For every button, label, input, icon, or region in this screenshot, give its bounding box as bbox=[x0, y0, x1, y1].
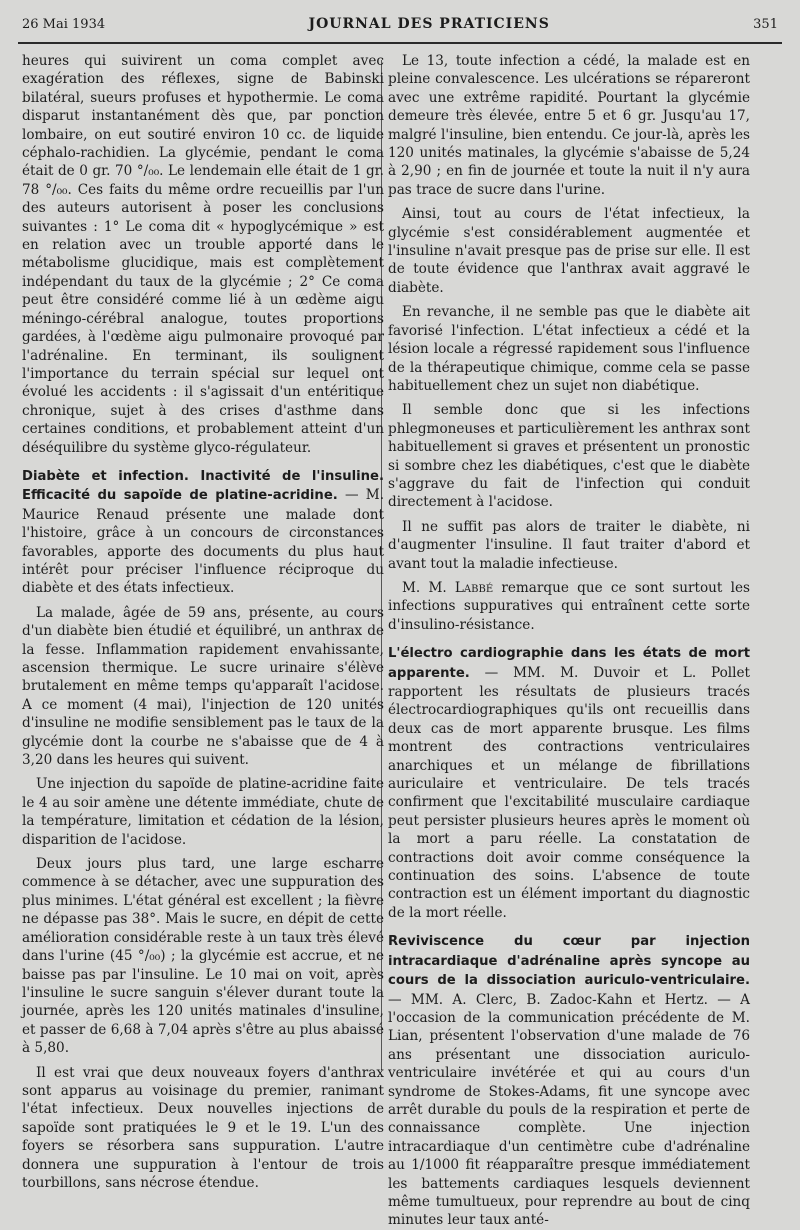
section-text: présente une malade dont l'histoire, grâce à un concours de circonstances favorables, apporte des documents du plus haut intérêt pour préciser l'influence réciproque du diabète et des états infectieux. bbox=[22, 506, 384, 597]
left-column bbox=[22, 52, 385, 1191]
paragraph: heures qui suivirent un coma complet avec exagération des réflexes, signe de Babinski bilatéral, sueurs profuses et hypothermie. Le coma disparut instantanément dès que, par ponction lombaire, on eut soutiré environ 10 cc. de liquide céphalo-rachidien. La glycémie, pendant le coma était de 0 gr. 70 °/₀₀. Le lendemain elle était de 1 gr. 78 °/₀₀. Ces faits du même ordre recueillis par l'un des auteurs autorisent à poser les conclusions suivantes : 1° Le coma dit « hypoglycémique » est en relation avec un trouble apporté dans le métabolisme glucidique, mais est complètement indépendant du taux de la glycémie ; 2° Ce coma peut être considéré comme lié à un œdème aigu méningo-cérébral analogue, toutes proportions gardées, à l'œdème aigu pulmonaire provoqué par l'adrénaline. En terminant, ils soulignent l'importance du terrain spécial sur lequel ont évolué les accidents : il s'agissait d'un entéritique chronique, sujet à des crises d'asthme dans certaines conditions, et probablement atteint d'un déséquilibre du système glyco-régulateur. bbox=[22, 53, 384, 456]
paragraph: La malade, âgée de 59 ans, présente, au cours d'un diabète bien étudié et équilibré, un anthrax de la fesse. Inflammation rapidement envahissante, ascension thermique. Le sucre urinaire s'élève brutalement en même temps qu'apparaît l'acidose. A ce moment (4 mai), l'injection de 120 unités d'insuline ne modifie sensiblement pas le taux de la glycémie dont la courbe ne s'abaisse que de 4 à 3,20 dans les heures qui suivent. bbox=[22, 604, 384, 769]
journal-title: JOURNAL DES PRATICIENS bbox=[308, 16, 550, 32]
section-text: — A l'occasion de la communication précédente de M. Lian, présentent l'observation d'une malade de 76 ans présentant une dissociation auriculo-ventriculaire invétérée et qui au cours d'un syndrome de Stokes-Adams, fit une syncope avec arrêt durable du pouls de la respiration et perte de connaissance complète. Une injection intracardiaque d'un centimètre cube d'adrénaline au 1/1000 fit réapparaître presque immédiatement les battements cardiaques lesquels deviennent même tumultueux, pour reprendre au bout de cinq minutes leur taux anté- bbox=[388, 991, 750, 1229]
author-name: M. M. Labbé bbox=[402, 579, 494, 596]
section-author: — MM. A. Clerc, B. Zadoc-Kahn et Hertz. bbox=[388, 991, 708, 1008]
page-header bbox=[22, 16, 778, 42]
section-electrocardiographie bbox=[388, 644, 750, 922]
section-heading: L'électro cardiographie dans les états de mort apparente. bbox=[388, 646, 750, 681]
header-date: 26 Mai 1934 bbox=[22, 17, 106, 32]
paragraph: En revanche, il ne semble pas que le diabète ait favorisé l'infection. L'état infectieux a cédé et la lésion locale a régressé rapidement sous l'influence de la thérapeutique chimique, comme cela se passe habituellement chez un sujet non diabétique. bbox=[388, 304, 750, 394]
paragraph: Une injection du sapoïde de platine-acridine faite le 4 au soir amène une détente immédiate, chute de la température, limitation et cédation de la lésion, disparition de l'acidose. bbox=[22, 776, 384, 848]
paragraph-labbe bbox=[388, 579, 750, 634]
section-text: rapportent les résultats de plusieurs tracés électrocardiographiques qu'ils ont recueillis dans deux cas de mort apparente brusque. Les films montrent des contractions ventriculaires anarchiques et un mélange de fibrillations auriculaire et ventriculaire. De tels tracés confirment que l'excitabilité musculaire cardiaque peut persister plusieurs heures après le moment où la mort a paru réelle. La constatation de contractions doit avoir comme conséquence la continuation des soins. L'absence de toute contraction est un élément important du diagnostic de la mort réelle. bbox=[388, 684, 750, 921]
section-diabete-infection bbox=[22, 467, 384, 598]
paragraph: Deux jours plus tard, une large escharre commence à se détacher, avec une suppuration des plus minimes. L'état général est excellent ; la fièvre ne dépasse pas 38°. Mais le sucre, en dépit de cette amélioration considérable reste à un taux très élevé dans l'urine (45 °/₀₀) ; la glycémie est accrue, et ne baisse pas par l'insuline. Le 10 mai on voit, après l'insuline le sucre sanguin s'élever durant toute la journée, après les 120 unités matinales d'insuline, et passer de 6,68 à 7,04 après s'être au plus abaissé à 5,80. bbox=[22, 856, 384, 1057]
section-author: — MM. M. Duvoir et L. Pollet bbox=[484, 664, 750, 681]
paragraph-text: remarque que ce sont surtout les infections suppuratives qui entraînent cette sorte d'insulino-résistance. bbox=[388, 579, 750, 633]
header-rule bbox=[18, 42, 782, 44]
section-heading: Reviviscence du cœur par injection intracardiaque d'adrénaline après syncope au cours de la dissociation auriculo-ventriculaire. bbox=[388, 934, 750, 989]
page-number: 351 bbox=[753, 17, 778, 32]
section-author: — M. Maurice Renaud bbox=[22, 487, 385, 523]
section-reviviscence bbox=[388, 932, 750, 1230]
paragraph: Il est vrai que deux nouveaux foyers d'anthrax sont apparus au voisinage du premier, ranimant l'état infectieux. Deux nouvelles injections de sapoïde sont pratiquées le 9 et le 19. L'un des foyers se résorbera sans suppuration. L'autre donnera une suppuration à l'entour de trois tourbillons, sans nécrose étendue. bbox=[22, 1064, 384, 1191]
paragraph: Ainsi, tout au cours de l'état infectieux, la glycémie s'est considérablement augmentée et l'insuline n'avait presque pas de prise sur elle. Il est de toute évidence que l'anthrax avait aggravé le diabète. bbox=[388, 206, 750, 296]
paragraph: Il ne suffit pas alors de traiter le diabète, ni d'augmenter l'insuline. Il faut traiter d'abord et avant tout la maladie infectieuse. bbox=[388, 518, 750, 572]
right-column bbox=[388, 52, 750, 1229]
section-heading: Diabète et infection. Inactivité de l'insuline. Efficacité du sapoïde de platine-acridine. bbox=[22, 468, 384, 504]
paragraph: Il semble donc que si les infections phlegmoneuses et particulièrement les anthrax sont habituellement si graves et présentent un pronostic si sombre chez les diabétiques, c'est que le diabète s'aggrave du fait de l'infection qui conduit directement à l'acidose. bbox=[388, 402, 750, 511]
paragraph: Le 13, toute infection a cédé, la malade est en pleine convalescence. Les ulcérations se répareront avec une extrême rapidité. Pourtant la glycémie demeure très élevée, entre 5 et 6 gr. Jusqu'au 17, malgré l'insuline, bien entendu. Ce jour-là, après les 120 unités matinales, la glycémie s'abaisse de 5,24 à 2,90 ; en fin de journée et toute la nuit il n'y aura pas trace de sucre dans l'urine. bbox=[388, 53, 750, 198]
